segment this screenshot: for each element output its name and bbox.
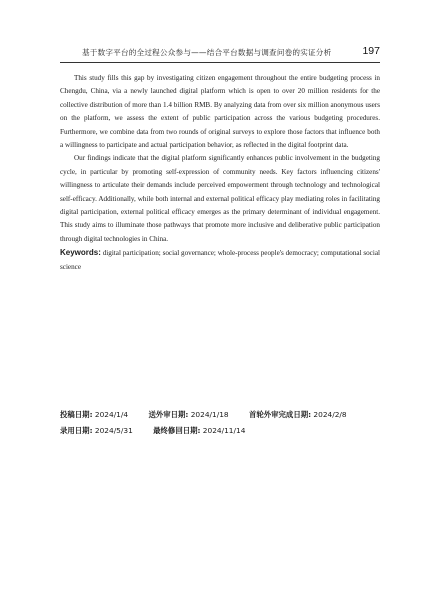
accepted-date [60, 423, 133, 439]
final-revision-date-value: 2024/11/14 [200, 425, 246, 435]
final-revision-date [153, 423, 245, 439]
sent-review-date-label: 送外审日期: [148, 410, 189, 419]
abstract-paragraph-1: This study fills this gap by investigating citizen engagement throughout the entire budgeting process in Chengdu, China, via a newly launched digital platform which is open to over 20 million residents for the collective distribution of more than 1.4 billion RMB. By analyzing data from over six million anonymous users on the platform, we assess the extent of public participation across the various budgeting procedures. Furthermore, we combine data from two rounds of original surveys to explore those factors that influence both a willingness to participate and actual participation behavior, as reflected in the digital footprint data. [60, 74, 380, 150]
header-rule [60, 62, 380, 63]
accepted-date-value: 2024/5/31 [92, 425, 133, 435]
submitted-date [60, 407, 128, 423]
accepted-date-label: 录用日期: [60, 425, 93, 435]
abstract-paragraph-2: Our findings indicate that the digital platform significantly enhances public involvement in the budgeting cycle, in particular by promoting self-expression of community needs. Key factors influencing citizens' willingness to articulate their demands include perceived empowerment through technology and technological self-efficacy. Additionally, while both internal and external political efficacy play mediating roles in facilitating digital participation, external political efficacy emerges as the primary determinant of individual engagement. This study aims to illuminate those pathways that promote more inclusive and deliberative public participation through digital technologies in China. [60, 154, 380, 243]
running-header [60, 46, 380, 60]
running-title: 基于数字平台的全过程公众参与——结合平台数据与调查问卷的实证分析 [82, 48, 332, 57]
sent-review-date-value: 2024/1/18 [188, 410, 229, 419]
first-review-done-date-label: 首轮外审完成日期: [248, 410, 312, 419]
first-review-done-date-value: 2024/2/8 [311, 410, 347, 419]
publication-dates [60, 407, 390, 438]
page-number: 197 [362, 45, 380, 57]
dates-row-2 [60, 423, 390, 439]
submitted-date-value: 2024/1/4 [92, 410, 129, 419]
dates-row-1 [60, 407, 390, 423]
keywords-text: digital participation; social governance; whole-process people's democracy; computational social science [60, 249, 380, 271]
keywords-line [60, 246, 380, 274]
abstract-body [60, 72, 380, 274]
keywords-label: Keywords: [60, 248, 101, 258]
final-revision-date-label: 最终修回日期: [153, 425, 201, 435]
submitted-date-label: 投稿日期: [60, 410, 93, 419]
first-review-done-date [249, 407, 347, 423]
sent-review-date [148, 407, 228, 423]
